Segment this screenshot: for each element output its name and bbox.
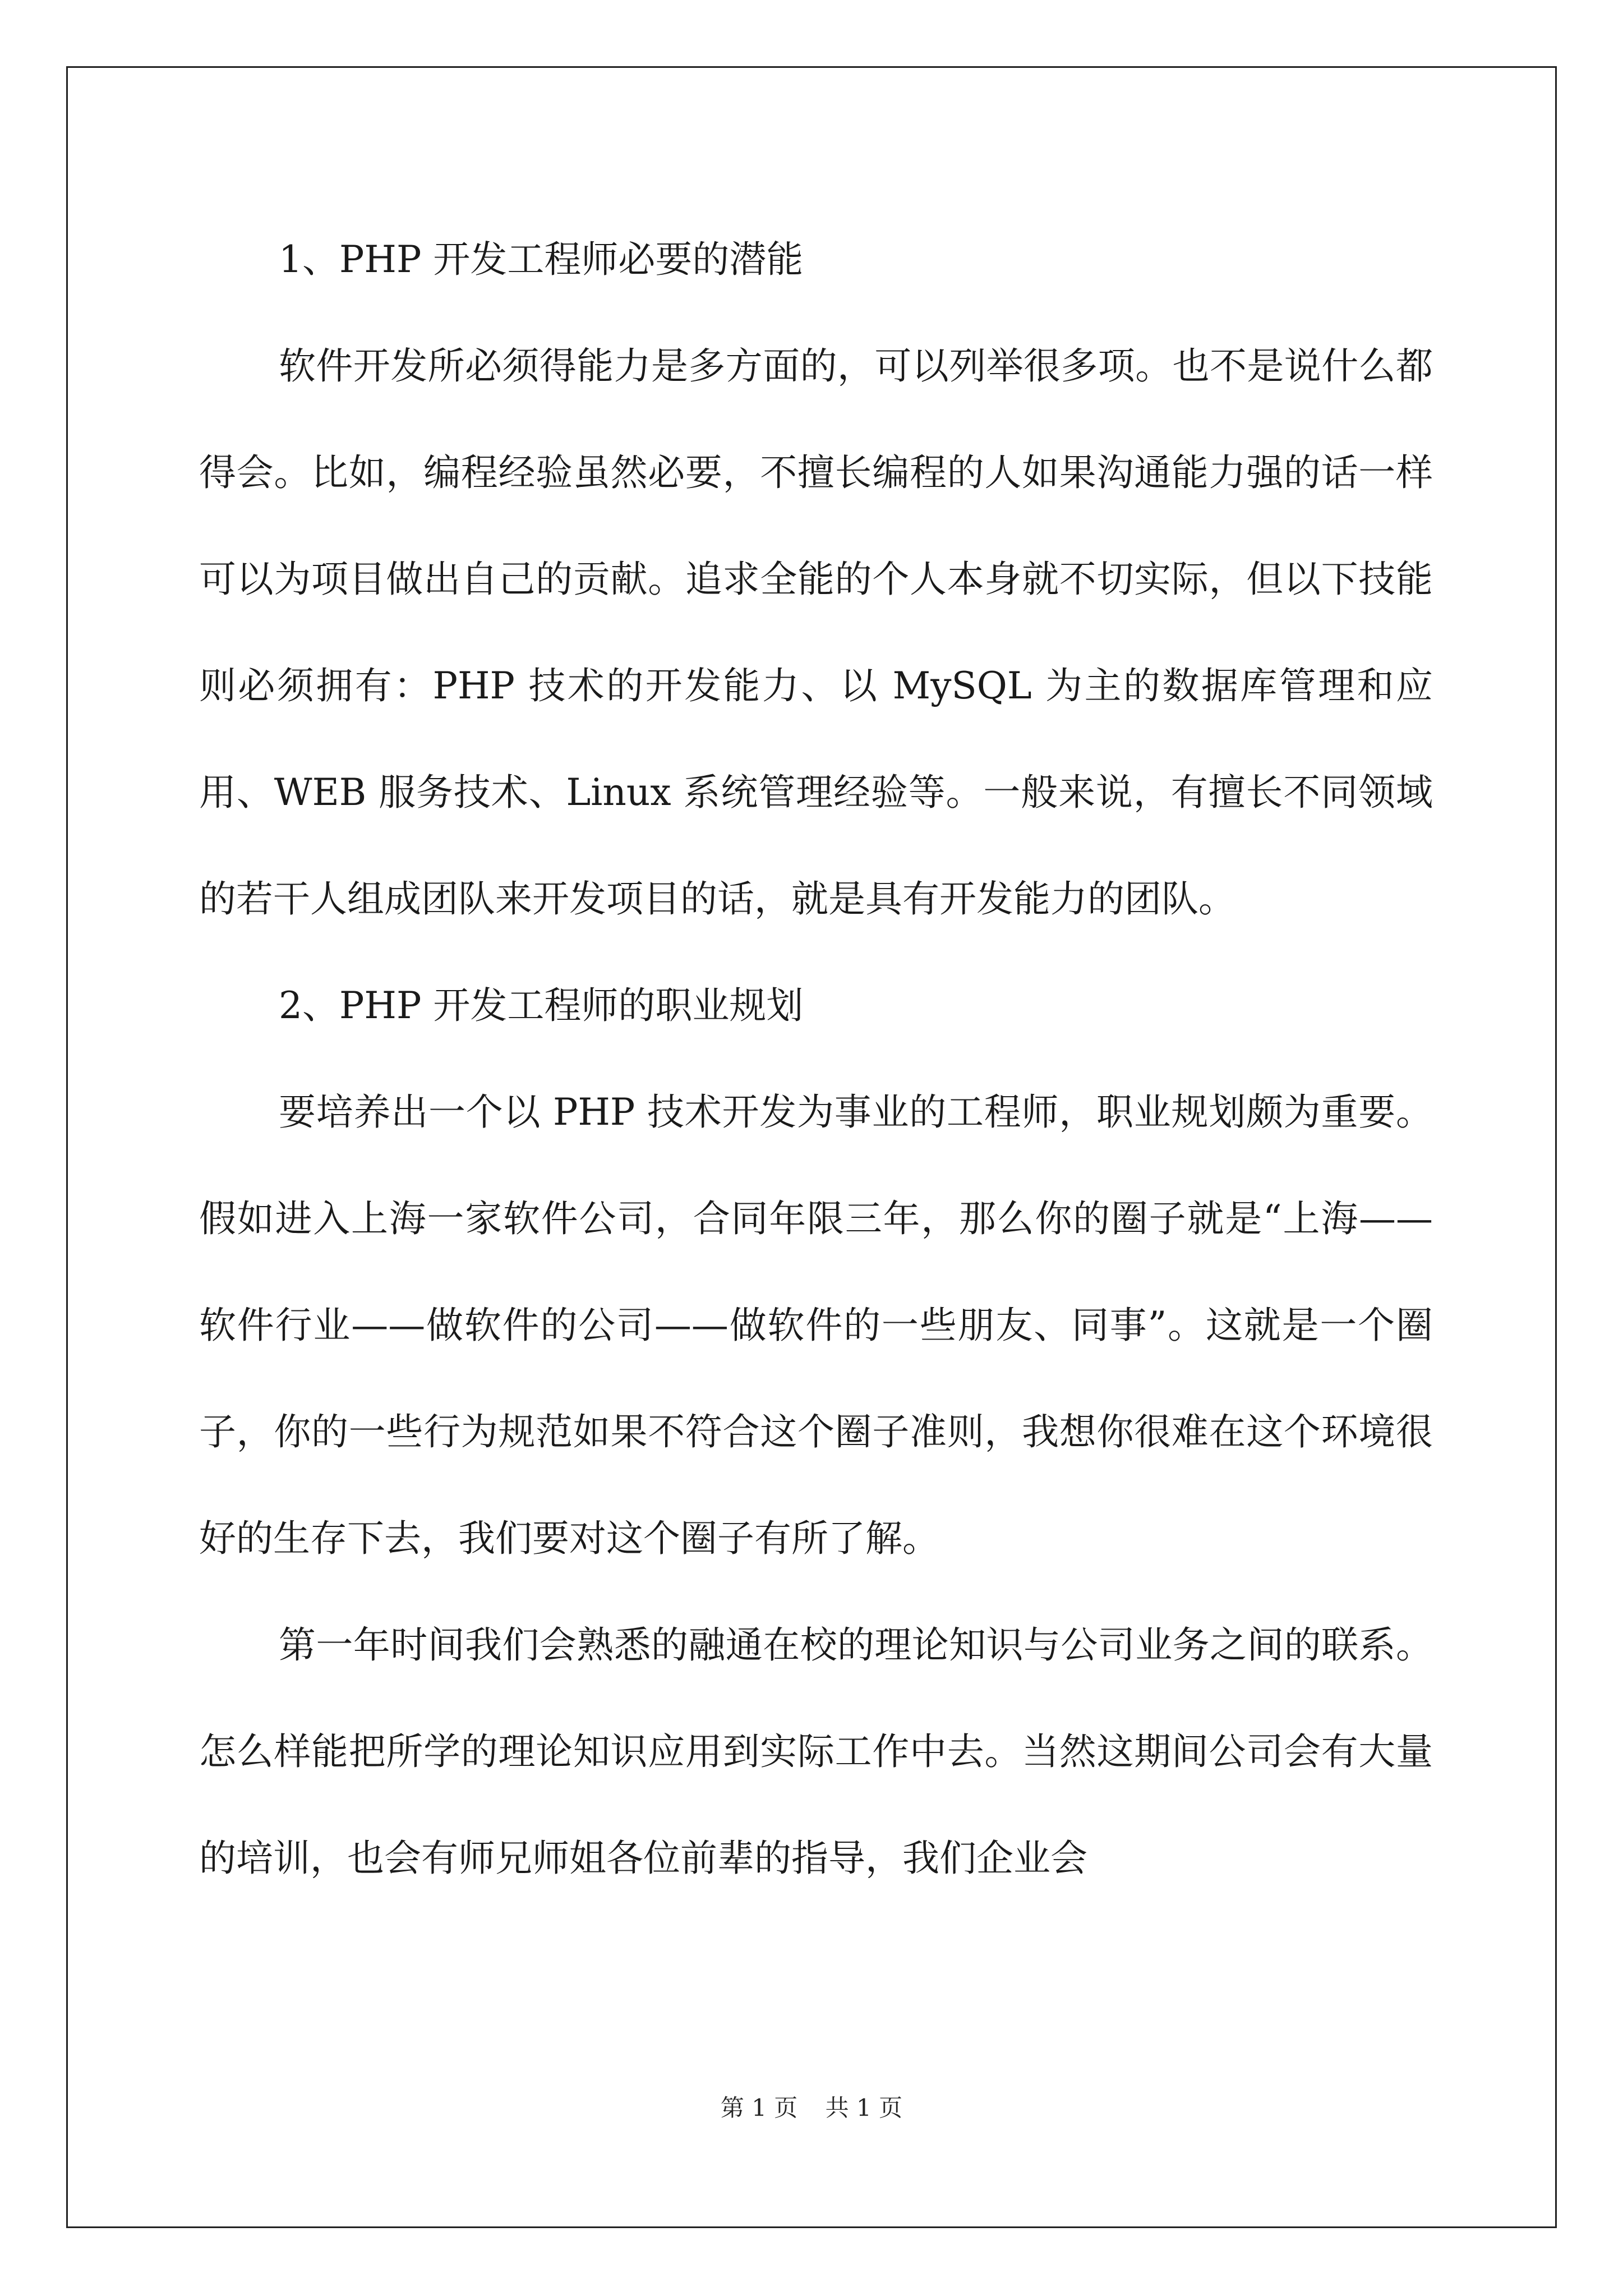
document-body bbox=[199, 206, 1433, 1912]
section-heading-1: 1、PHP 开发工程师必要的潜能 bbox=[279, 238, 804, 281]
paragraph-1: 软件开发所必须得能力是多方面的，可以列举很多项。也不是说什么都得会。比如，编程经验虽然必要，不擅长编程的人如果沟通能力强的话一样可以为项目做出自己的贡献。追求全能的个人本身就不切实际，但以下技能则必须拥有：PHP 技术的开发能力、以 MySQL 为主的数据库管理和应用、WEB 服务技术、Linux 系统管理经验等。一般来说，有擅长不同领域的若干人组成团队来开发项目的话，就是具有开发能力的团队。 bbox=[199, 344, 1433, 921]
page-number-total: 共 1 页 bbox=[825, 2094, 903, 2122]
page-number-current: 第 1 页 bbox=[720, 2094, 798, 2122]
paragraph-3: 第一年时间我们会熟悉的融通在校的理论知识与公司业务之间的联系。怎么样能把所学的理论知识应用到实际工作中去。当然这期间公司会有大量的培训，也会有师兄师姐各位前辈的指导，我们企业会 bbox=[199, 1623, 1433, 1880]
page-footer bbox=[0, 2090, 1623, 2123]
section-heading-2: 2、PHP 开发工程师的职业规划 bbox=[279, 984, 804, 1027]
paragraph-2: 要培养出一个以 PHP 技术开发为事业的工程师，职业规划颇为重要。假如进入上海一家软件公司，合同年限三年，那么你的圈子就是“上海——软件行业——做软件的公司——做软件的一些朋友、同事”。这就是一个圈子，你的一些行为规范如果不符合这个圈子准则，我想你很难在这个环境很好的生存下去，我们要对这个圈子有所了解。 bbox=[199, 1091, 1433, 1560]
